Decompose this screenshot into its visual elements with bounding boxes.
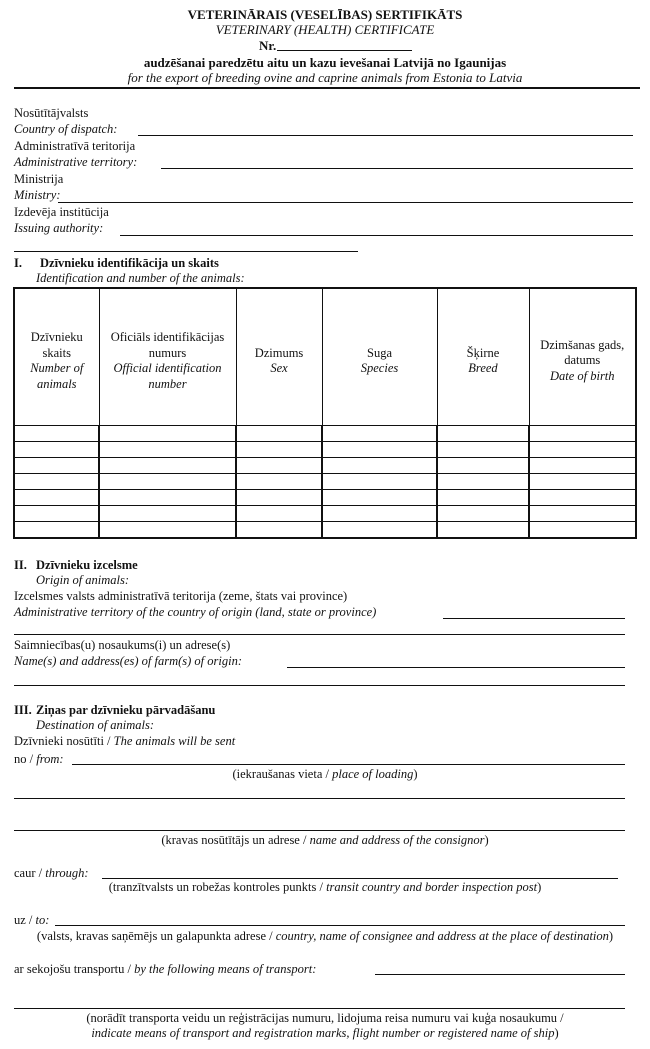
country-dispatch-line[interactable] xyxy=(138,135,633,136)
issuing-authority-line[interactable] xyxy=(120,235,633,236)
to-lv: uz / xyxy=(14,913,36,927)
from-en: from: xyxy=(36,752,64,766)
col-date-of-birth xyxy=(529,288,636,426)
table-cell[interactable] xyxy=(236,458,322,474)
purpose-lv: audzēšanai paredzētu aitu un kazu ievešanai Latvijā no Igaunijas xyxy=(143,55,507,70)
col-label-lv: Oficiāls identifikācijas numurs xyxy=(110,330,225,360)
table-row xyxy=(14,506,636,522)
transport-label xyxy=(14,962,316,977)
table-cell[interactable] xyxy=(14,458,99,474)
table-cell[interactable] xyxy=(529,490,636,506)
table-cell[interactable] xyxy=(14,426,99,442)
table-cell[interactable] xyxy=(14,522,99,539)
purpose-en: for the export of breeding ovine and caprine animals from Estonia to Latvia xyxy=(127,70,523,85)
from-lv: no / xyxy=(14,752,37,766)
table-cell[interactable] xyxy=(236,442,322,458)
from-line[interactable] xyxy=(72,764,625,765)
ministry-en: Ministry: xyxy=(14,188,61,202)
title-en: VETERINARY (HEALTH) CERTIFICATE xyxy=(215,22,435,37)
col-label-en: Breed xyxy=(468,361,498,375)
section2-title-lv: Dzīvnieku izcelsme xyxy=(36,558,138,572)
table-cell[interactable] xyxy=(99,442,236,458)
ministry-lv: Ministrija xyxy=(14,172,64,186)
table-cell[interactable] xyxy=(322,458,437,474)
animals-sent xyxy=(14,734,235,749)
col-label-en: Official identification number xyxy=(113,361,222,391)
transit-en: transit country and border inspection post xyxy=(326,880,538,894)
section2-number: II. xyxy=(14,558,27,572)
destination-caption xyxy=(14,929,636,944)
table-cell[interactable] xyxy=(529,426,636,442)
transport-note-en: indicate means of transport and registration marks, flight number or registered name of ship xyxy=(91,1026,555,1040)
table-cell[interactable] xyxy=(437,474,529,490)
table-cell[interactable] xyxy=(322,506,437,522)
table-row xyxy=(14,458,636,474)
through-lv: caur / xyxy=(14,866,46,880)
table-cell[interactable] xyxy=(437,506,529,522)
through-line[interactable] xyxy=(102,878,618,879)
loading-caption xyxy=(0,767,650,782)
transport-note-en-wrap xyxy=(0,1026,650,1041)
col-label-lv: Dzimums xyxy=(254,345,304,360)
title-divider xyxy=(14,87,640,89)
table-cell[interactable] xyxy=(529,442,636,458)
col-label-en: Date of birth xyxy=(549,368,615,383)
col-label-lv: Šķirne xyxy=(466,345,500,360)
col-species xyxy=(322,288,437,426)
table-cell[interactable] xyxy=(529,474,636,490)
certificate-number-line[interactable] xyxy=(277,50,412,51)
through-en: through: xyxy=(45,866,89,880)
table-cell[interactable] xyxy=(437,442,529,458)
table-cell[interactable] xyxy=(322,442,437,458)
title-lv: VETERINĀRAIS (VESELĪBAS) SERTIFIKĀTS xyxy=(187,7,463,22)
section3-title-lv: Ziņas par dzīvnieku pārvadāšanu xyxy=(36,703,216,717)
origin-territory-line[interactable] xyxy=(443,618,625,619)
transport-lv: ar sekojošu transportu / xyxy=(14,962,135,976)
transport-en: by the following means of transport: xyxy=(134,962,317,976)
table-cell[interactable] xyxy=(236,426,322,442)
origin-territory-en: Administrative territory of the country of origin (land, state or province) xyxy=(14,605,377,619)
section3-number: III. xyxy=(14,703,32,717)
through-label xyxy=(14,866,89,881)
destination-lv: (valsts, kravas saņēmējs un galapunkta adrese / xyxy=(36,929,276,943)
admin-territory-en: Administrative territory: xyxy=(14,155,138,169)
to-line[interactable] xyxy=(55,925,625,926)
table-cell[interactable] xyxy=(14,474,99,490)
farm-origin-lv: Saimniecības(u) nosaukums(i) un adrese(s) xyxy=(14,638,231,652)
table-row xyxy=(14,442,636,458)
table-cell[interactable] xyxy=(529,506,636,522)
table-cell[interactable] xyxy=(322,474,437,490)
destination-close: ) xyxy=(608,929,614,943)
table-cell[interactable] xyxy=(437,458,529,474)
consignor-en: name and address of the consignor xyxy=(309,833,485,847)
section1-title-en: Identification and number of the animals: xyxy=(36,271,245,285)
table-cell[interactable] xyxy=(322,522,437,539)
table-cell[interactable] xyxy=(99,490,236,506)
animals-sent-en: The animals will be sent xyxy=(113,734,236,748)
table-cell[interactable] xyxy=(14,442,99,458)
destination-en: country, name of consignee and address at the place of destination xyxy=(275,929,609,943)
to-en: to: xyxy=(35,913,50,927)
table-row xyxy=(14,522,636,539)
table-cell[interactable] xyxy=(14,506,99,522)
country-dispatch-lv: Nosūtītājvalsts xyxy=(14,106,89,120)
transit-caption xyxy=(0,880,650,895)
table-cell[interactable] xyxy=(322,490,437,506)
loading-close: ) xyxy=(413,767,418,781)
col-official-id xyxy=(99,288,236,426)
loading-line-2[interactable] xyxy=(14,798,625,799)
consignor-caption xyxy=(0,833,650,848)
table-row xyxy=(14,426,636,442)
transit-lv: (tranzītvalsts un robežas kontroles punkts / xyxy=(108,880,327,894)
col-sex xyxy=(236,288,322,426)
table-cell[interactable] xyxy=(236,506,322,522)
table-cell[interactable] xyxy=(437,426,529,442)
table-cell[interactable] xyxy=(99,474,236,490)
col-label-en: Number of animals xyxy=(30,361,84,391)
transit-close: ) xyxy=(537,880,542,894)
admin-territory-lv: Administratīvā teritorija xyxy=(14,139,136,153)
loading-en: place of loading xyxy=(332,767,414,781)
certificate-number-label: Nr. xyxy=(259,38,277,53)
col-label-lv: Dzīvnieku skaits xyxy=(30,330,83,360)
country-dispatch-en: Country of dispatch: xyxy=(14,122,118,136)
table-cell[interactable] xyxy=(14,490,99,506)
consignor-lv: (kravas nosūtītājs un adrese / xyxy=(161,833,310,847)
section2-title-en: Origin of animals: xyxy=(36,573,130,587)
table-cell[interactable] xyxy=(529,458,636,474)
table-cell[interactable] xyxy=(99,458,236,474)
table-cell[interactable] xyxy=(529,522,636,539)
animals-table xyxy=(13,287,637,539)
table-cell[interactable] xyxy=(236,474,322,490)
col-breed xyxy=(437,288,529,426)
section1-title-lv: Dzīvnieku identifikācija un skaits xyxy=(40,256,219,270)
ministry-line[interactable] xyxy=(58,202,633,203)
transport-line[interactable] xyxy=(375,974,625,975)
consignor-close: ) xyxy=(484,833,489,847)
transport-line-2[interactable] xyxy=(14,1008,625,1009)
header-divider xyxy=(14,251,358,252)
section3-title-en: Destination of animals: xyxy=(36,718,155,732)
table-cell[interactable] xyxy=(236,522,322,539)
table-cell[interactable] xyxy=(99,522,236,539)
consignor-line[interactable] xyxy=(14,830,625,831)
section1-number: I. xyxy=(14,256,22,270)
col-label-en: Sex xyxy=(270,361,288,375)
issuing-authority-en: Issuing authority: xyxy=(14,221,104,235)
transport-note-lv: (norādīt transporta veidu un reģistrācijas numuru, lidojuma reisa numuru vai kuģa nosaukumu / xyxy=(86,1011,564,1025)
origin-territory-lv: Izcelsmes valsts administratīvā teritorija (zeme, štats vai province) xyxy=(14,589,348,603)
farm-origin-line[interactable] xyxy=(287,667,625,668)
animals-table-header xyxy=(14,288,636,426)
animals-sent-lv: Dzīvnieki nosūtīti / xyxy=(14,734,114,748)
table-cell[interactable] xyxy=(99,506,236,522)
admin-territory-line[interactable] xyxy=(161,168,633,169)
col-number-of-animals xyxy=(14,288,99,426)
from-label xyxy=(14,752,64,767)
col-label-lv: Suga xyxy=(367,345,392,360)
col-label-en: Species xyxy=(360,361,399,375)
loading-lv: (iekraušanas vieta / xyxy=(232,767,333,781)
farm-origin-line-2[interactable] xyxy=(14,685,625,686)
table-cell[interactable] xyxy=(236,490,322,506)
farm-origin-en: Name(s) and address(es) of farm(s) of origin: xyxy=(14,654,242,668)
table-cell[interactable] xyxy=(322,426,437,442)
table-row xyxy=(14,474,636,490)
table-cell[interactable] xyxy=(437,490,529,506)
col-label-lv: Dzimšanas gads, datums xyxy=(540,337,625,368)
issuing-authority-lv: Izdevēja institūcija xyxy=(14,205,109,219)
origin-territory-line-2[interactable] xyxy=(14,634,625,635)
to-label xyxy=(14,913,49,928)
table-row xyxy=(14,490,636,506)
transport-note-close: ) xyxy=(554,1026,559,1040)
table-cell[interactable] xyxy=(437,522,529,539)
table-cell[interactable] xyxy=(99,426,236,442)
